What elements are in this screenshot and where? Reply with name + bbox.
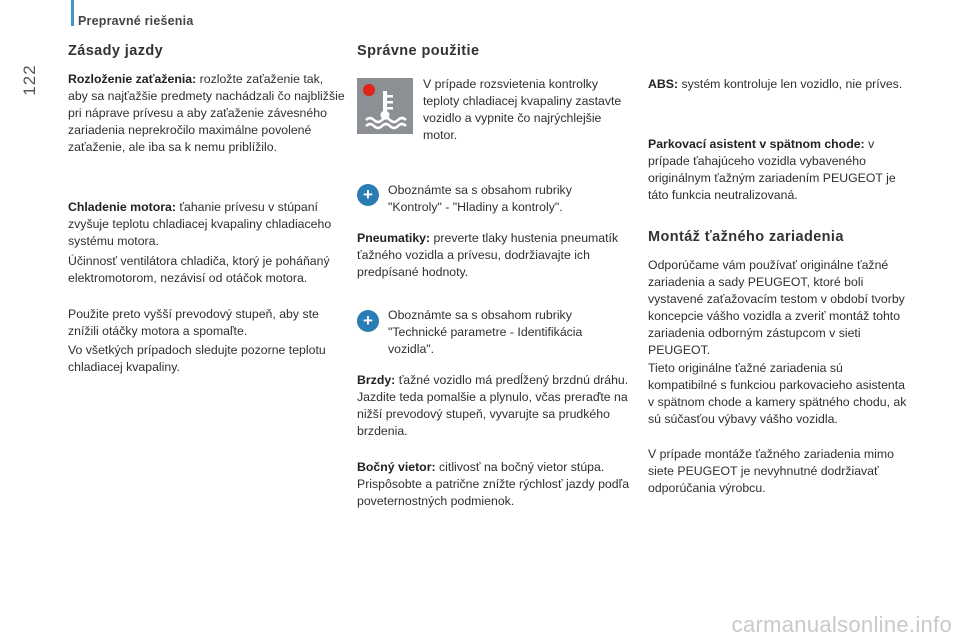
section-accent-bar (71, 0, 74, 26)
installation-paragraph-2: Tieto originálne ťažné zariadenia sú kompatibilné s funkciou parkovacieho asistenta v spätnom chode a kamery spätného chodu, ak sú súčasťou výbavy vášho vozidla. (648, 361, 907, 426)
coolant-temperature-warning-icon (357, 78, 413, 134)
installation-paragraph-1: Odporúčame vám používať originálne ťažné zariadenia a sady PEUGEOT, ktoré boli vystavené zaťažovacím testom v období tvorby koncepcie vášho vozidla a zveriť montáž tohto zariadenia odborným zástupcom v sieti PEUGEOT. (648, 258, 905, 357)
brakes-paragraph (357, 372, 632, 440)
abs-paragraph (648, 76, 912, 93)
gear-paragraph: Použite preto vyšší prevodový stupeň, aby ste znížili otáčky motora a spomaľte. (68, 307, 319, 338)
coolant-temperature-glyph (357, 78, 413, 134)
correct-use-heading: Správne použitie (357, 43, 480, 59)
abs-label: ABS: (648, 77, 679, 91)
page-number: 122 (20, 64, 39, 96)
tyres-paragraph (357, 230, 632, 281)
reference-technical-text: Oboznámte sa s obsahom rubriky "Technické parametre - Identifikácia vozidla". (388, 308, 583, 356)
fan-paragraph: Účinnosť ventilátora chladiča, ktorý je poháňaný elektromotorom, nezávisí od otáčok motora. (68, 254, 330, 285)
installation-paragraph-3: V prípade montáže ťažného zariadenia mimo siete PEUGEOT je nevyhnutné dodržiavať odporúčania výrobcu. (648, 447, 894, 495)
watermark: carmanualsonline.info (731, 612, 952, 637)
cooling-paragraph (68, 199, 346, 250)
load-text: rozložte zaťaženie tak, aby sa najťažšie predmety nachádzali čo najbližšie pri náprave prívesu a aby zaťaženie závesného zariadenia neprekročilo maximálne povolené zaťaženie, ale iba sa k nemu priblížilo. (68, 72, 345, 154)
plus-circle-icon: + (357, 310, 379, 332)
tyres-text: preverte tlaky hustenia pneumatík ťažného vozidla a prívesu, dodržiavajte ich predpísané hodnoty. (357, 231, 619, 279)
cooling-label: Chladenie motora: (68, 200, 176, 214)
watch-paragraph: Vo všetkých prípadoch sledujte pozorne teplotu chladiacej kvapaliny. (68, 343, 326, 374)
abs-text: systém kontroluje len vozidlo, nie príves. (681, 77, 903, 91)
parking-assist-text: v prípade ťahajúceho vozidla vybaveného originálnym ťažným zariadením PEUGEOT je táto funkcia neutralizovaná. (648, 137, 896, 202)
section-title: Prepravné riešenia (78, 14, 194, 28)
coolant-warning-text: V prípade rozsvietenia kontrolky teploty chladiacej kvapaliny zastavte vozidlo a vypnite čo najrýchlejšie motor. (423, 77, 622, 142)
load-paragraph (68, 71, 346, 156)
driving-rules-heading: Zásady jazdy (68, 43, 164, 59)
brakes-text: ťažné vozidlo má predĺžený brzdnú dráhu. Jazdite teda pomalšie a plynulo, včas preraďte na nižší prevodový stupeň, vyvarujte sa prudkého brzdenia. (357, 373, 629, 438)
cooling-text: ťahanie prívesu v stúpaní zvyšuje teplotu chladiacej kvapaliny chladiaceho systému motora. (68, 200, 332, 248)
parking-assist-label: Parkovací asistent v spätnom chode: (648, 137, 865, 151)
crosswind-label: Bočný vietor: (357, 460, 436, 474)
crosswind-paragraph (357, 459, 632, 510)
crosswind-text: citlivosť na bočný vietor stúpa. Prispôsobte a patrične znížte rýchlosť jazdy podľa poveternostných podmienok. (357, 460, 630, 508)
parking-assist-paragraph (648, 136, 912, 204)
brakes-label: Brzdy: (357, 373, 396, 387)
tyres-label: Pneumatiky: (357, 231, 431, 245)
plus-circle-icon: + (357, 184, 379, 206)
towbar-installation-heading: Montáž ťažného zariadenia (648, 229, 844, 245)
load-label: Rozloženie zaťaženia: (68, 72, 197, 86)
reference-checks-text: Oboznámte sa s obsahom rubriky "Kontroly" - "Hladiny a kontroly". (388, 183, 572, 214)
